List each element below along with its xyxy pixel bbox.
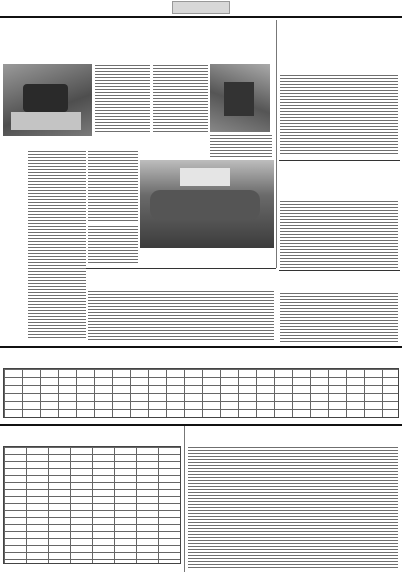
section-box xyxy=(172,1,230,14)
masthead xyxy=(0,0,402,16)
ranking-table xyxy=(3,368,399,418)
drone-photo-3 xyxy=(140,160,274,248)
drone-photo-1 xyxy=(3,64,92,136)
prices-table xyxy=(3,446,181,564)
drone-photo-2 xyxy=(210,64,270,132)
